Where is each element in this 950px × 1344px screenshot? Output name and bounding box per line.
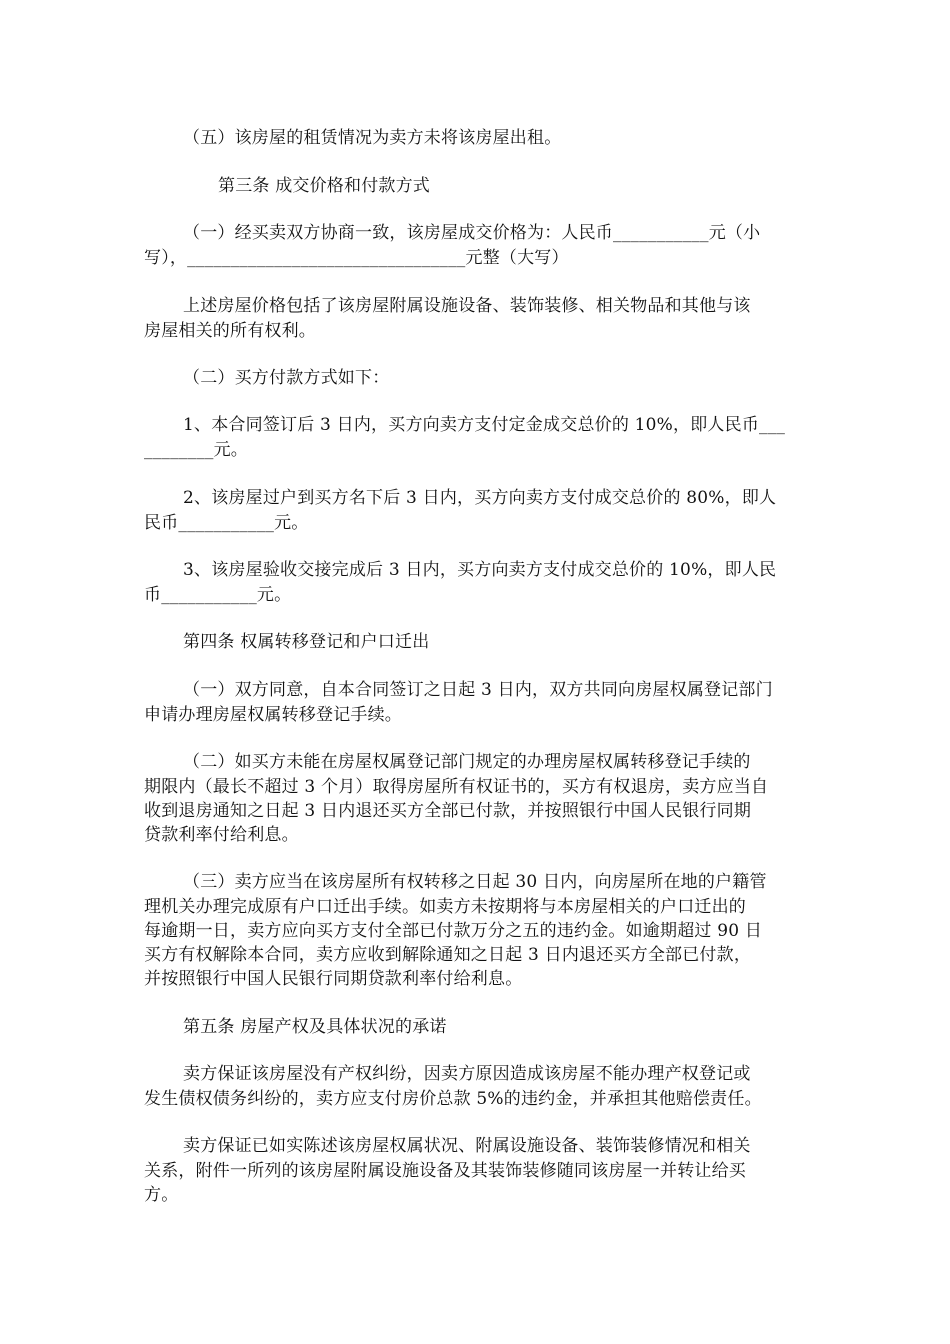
paragraph-line: 3、该房屋验收交接完成后 3 日内，买方向卖方支付成交总价的 10%，即人民: [183, 560, 777, 580]
paragraph-line: （三）卖方应当在该房屋所有权转移之日起 30 日内，向房屋所在地的户籍管: [183, 872, 767, 892]
section-heading: 第五条 房屋产权及具体状况的承诺: [183, 1017, 447, 1037]
paragraph-line: （二）如买方未能在房屋权属登记部门规定的办理房屋权属转移登记手续的: [183, 752, 751, 772]
section-heading: 第四条 权属转移登记和户口迁出: [183, 632, 430, 652]
paragraph-line: 理机关办理完成原有户口迁出手续。如卖方未按期将与本房屋相关的户口迁出的: [144, 897, 746, 917]
paragraph-line: 卖方保证已如实陈述该房屋权属状况、附属设施设备、装饰装修情况和相关: [183, 1136, 751, 1156]
paragraph-line: 写），________________________________元整（大写）: [144, 248, 569, 268]
paragraph-line: （一）双方同意，自本合同签订之日起 3 日内，双方共同向房屋权属登记部门: [183, 680, 773, 700]
paragraph-line: 2、该房屋过户到买方名下后 3 日内，买方向卖方支付成交总价的 80%，即人: [183, 488, 777, 508]
paragraph-line: 贷款利率付给利息。: [144, 825, 299, 845]
paragraph-line: 房屋相关的所有权利。: [144, 321, 316, 341]
paragraph-line: 收到退房通知之日起 3 日内退还买方全部已付款，并按照银行中国人民银行同期: [144, 801, 752, 821]
paragraph-line: （五）该房屋的租赁情况为卖方未将该房屋出租。: [183, 128, 562, 148]
paragraph-line: 币___________元。: [144, 585, 292, 605]
paragraph-line: 期限内（最长不超过 3 个月）取得房屋所有权证书的，买方有权退房，卖方应当自: [144, 777, 769, 797]
paragraph-line: 发生债权债务纠纷的，卖方应支付房价总款 5%的违约金，并承担其他赔偿责任。: [144, 1089, 762, 1109]
paragraph-line: （一）经买卖双方协商一致，该房屋成交价格为：人民币___________元（小: [183, 223, 761, 243]
paragraph-line: （二）买方付款方式如下：: [183, 368, 390, 388]
paragraph-line: 方。: [144, 1185, 179, 1205]
paragraph-line: 上述房屋价格包括了该房屋附属设施设备、装饰装修、相关物品和其他与该: [183, 296, 751, 316]
paragraph-line: 申请办理房屋权属转移登记手续。: [144, 705, 402, 725]
paragraph-line: 民币___________元。: [144, 513, 309, 533]
paragraph-line: 买方有权解除本合同，卖方应收到解除通知之日起 3 日内退还买方全部已付款，: [144, 945, 752, 965]
paragraph-line: 关系，附件一所列的该房屋附属设施设备及其装饰装修随同该房屋一并转让给买: [144, 1161, 746, 1181]
paragraph-line: 每逾期一日，卖方应向买方支付全部已付款万分之五的违约金。如逾期超过 90 日: [144, 921, 763, 941]
paragraph-line: 卖方保证该房屋没有产权纠纷，因卖方原因造成该房屋不能办理产权登记或: [183, 1064, 751, 1084]
paragraph-line: 1、本合同签订后 3 日内，买方向卖方支付定金成交总价的 10%，即人民币___: [183, 415, 786, 435]
paragraph-line: 并按照银行中国人民银行同期贷款利率付给利息。: [144, 969, 523, 989]
paragraph-line: ________元。: [144, 440, 248, 460]
section-heading: 第三条 成交价格和付款方式: [218, 176, 431, 196]
